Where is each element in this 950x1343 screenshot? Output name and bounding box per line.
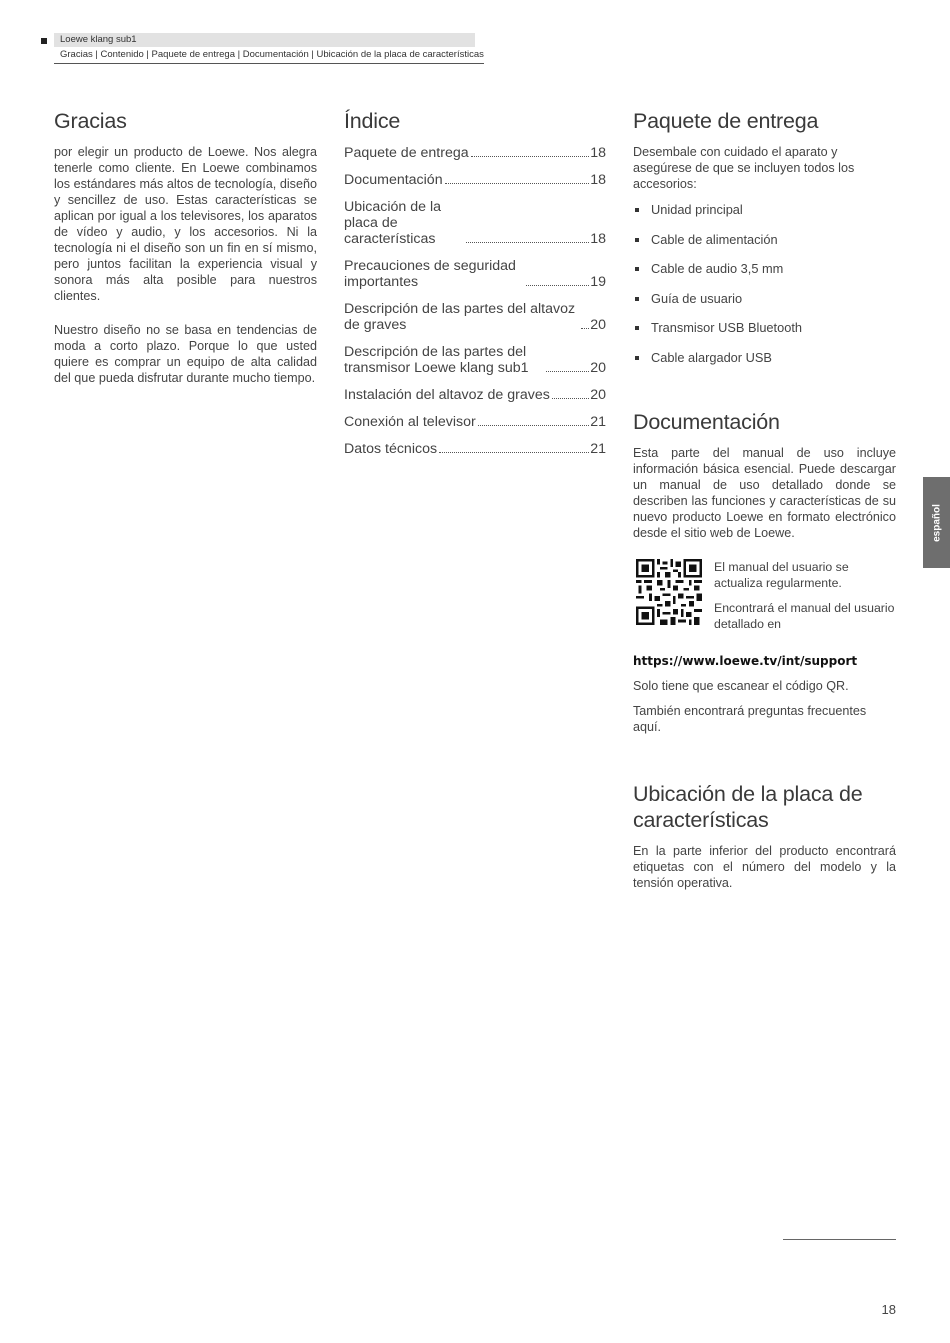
list-item: Cable de alimentación [633, 232, 896, 248]
toc-item-page: 19 [590, 274, 606, 290]
paquete-list [633, 202, 896, 366]
documentacion-title: Documentación [633, 409, 780, 434]
toc-item-page: 20 [590, 317, 606, 333]
qr-note-location: Encontrará el manual del usuario detallado en [714, 600, 895, 631]
language-tab[interactable] [923, 477, 950, 568]
toc-item-title: Documentación [344, 172, 443, 188]
toc-item[interactable] [344, 172, 606, 188]
paquete-intro: Desembale con cuidado el aparato y asegúrese de que se incluyen todos los accesorios: [633, 145, 855, 191]
list-item: Cable alargador USB [633, 350, 896, 366]
gracias-paragraph-2: Nuestro diseño no se basa en tendencias de moda a corto plazo. Porque lo que usted quiere es comprar un equipo de alta calidad del que pueda disfrutar durante mucho tiempo. [54, 323, 317, 385]
toc-item-title: Precauciones de seguridad importantes [344, 258, 516, 290]
toc-item[interactable] [344, 199, 606, 247]
toc-item[interactable] [344, 387, 606, 403]
qr-code-icon[interactable] [636, 559, 702, 625]
toc-item[interactable] [344, 301, 606, 333]
toc-item-title: Datos técnicos [344, 441, 438, 457]
toc-section [344, 108, 606, 468]
gracias-title: Gracias [54, 109, 127, 133]
toc-item[interactable] [344, 258, 606, 290]
toc-item-page: 18 [590, 231, 606, 247]
ubicacion-text: En la parte inferior del producto encontrará etiquetas con el número del modelo y la tensión operativa. [633, 843, 896, 890]
qr-block [633, 559, 896, 641]
toc-item-page: 18 [590, 145, 606, 161]
paquete-title: Paquete de entrega [633, 109, 819, 133]
gracias-paragraph-1: por elegir un producto de Loewe. Nos alegra tenerle como cliente. En Loewe combinamos los estándares más altos de tecnología, diseño y sencillez de uso. Estas características se aplican por igual a los televisores, los aparatos de vídeo y audio, y los accesorios. Ni la tecnología ni el diseño son un fin en sí mismo, pero juntos facilitan la experiencia visual y sonora más alta posible para nuestros clientes. [54, 145, 317, 303]
toc-item-title: Paquete de entrega [344, 145, 469, 161]
toc-item-page: 21 [590, 441, 606, 457]
toc-item-page: 18 [590, 172, 606, 188]
toc-item[interactable] [344, 414, 606, 430]
page-number: 18 [881, 1302, 896, 1317]
header-product-name: Loewe klang sub1 [54, 33, 475, 47]
toc-item[interactable] [344, 145, 606, 161]
footer-divider [783, 1239, 896, 1240]
toc-item-title: Instalación del altavoz de graves [344, 387, 550, 403]
toc-item-title: Descripción de las partes del transmisor Loewe klang sub1 [344, 344, 529, 376]
breadcrumb: Gracias | Contenido | Paquete de entrega | Documentación | Ubicación de la placa de características [54, 48, 484, 64]
list-item: Unidad principal [633, 202, 896, 218]
toc-item[interactable] [344, 441, 606, 457]
list-item: Guía de usuario [633, 291, 896, 307]
right-column [633, 108, 896, 891]
ubicacion-title: Ubicación de la placa de características [633, 781, 863, 832]
support-url-link[interactable]: https://www.loewe.tv/int/support [633, 653, 858, 668]
toc-item-title: Ubicación de la placa de características [344, 199, 442, 247]
faq-text: También encontrará preguntas frecuentes aquí. [633, 703, 867, 734]
language-tab-label: español [931, 503, 942, 542]
qr-note-update: El manual del usuario se actualiza regularmente. [714, 559, 849, 590]
qr-text [714, 559, 896, 641]
scan-qr-text: Solo tiene que escanear el código QR. [633, 678, 849, 693]
toc-item-page: 20 [590, 360, 606, 376]
toc-item-title: Descripción de las partes del altavoz de graves [344, 301, 576, 333]
list-item: Cable de audio 3,5 mm [633, 261, 896, 277]
documentacion-text: Esta parte del manual de uso incluye información básica esencial. Puede descargar un manual de uso detallado donde se describen las funciones y características de su nuevo producto Loewe en formato electrónico desde el sitio web de Loewe. [633, 445, 896, 540]
toc-item[interactable] [344, 344, 606, 376]
list-item: Transmisor USB Bluetooth [633, 320, 896, 336]
gracias-section [54, 108, 317, 386]
toc-item-page: 20 [590, 387, 606, 403]
toc-item-title: Conexión al televisor [344, 414, 476, 430]
toc-title: Índice [344, 109, 401, 133]
header-square-icon [41, 38, 47, 44]
toc-item-page: 21 [590, 414, 606, 430]
